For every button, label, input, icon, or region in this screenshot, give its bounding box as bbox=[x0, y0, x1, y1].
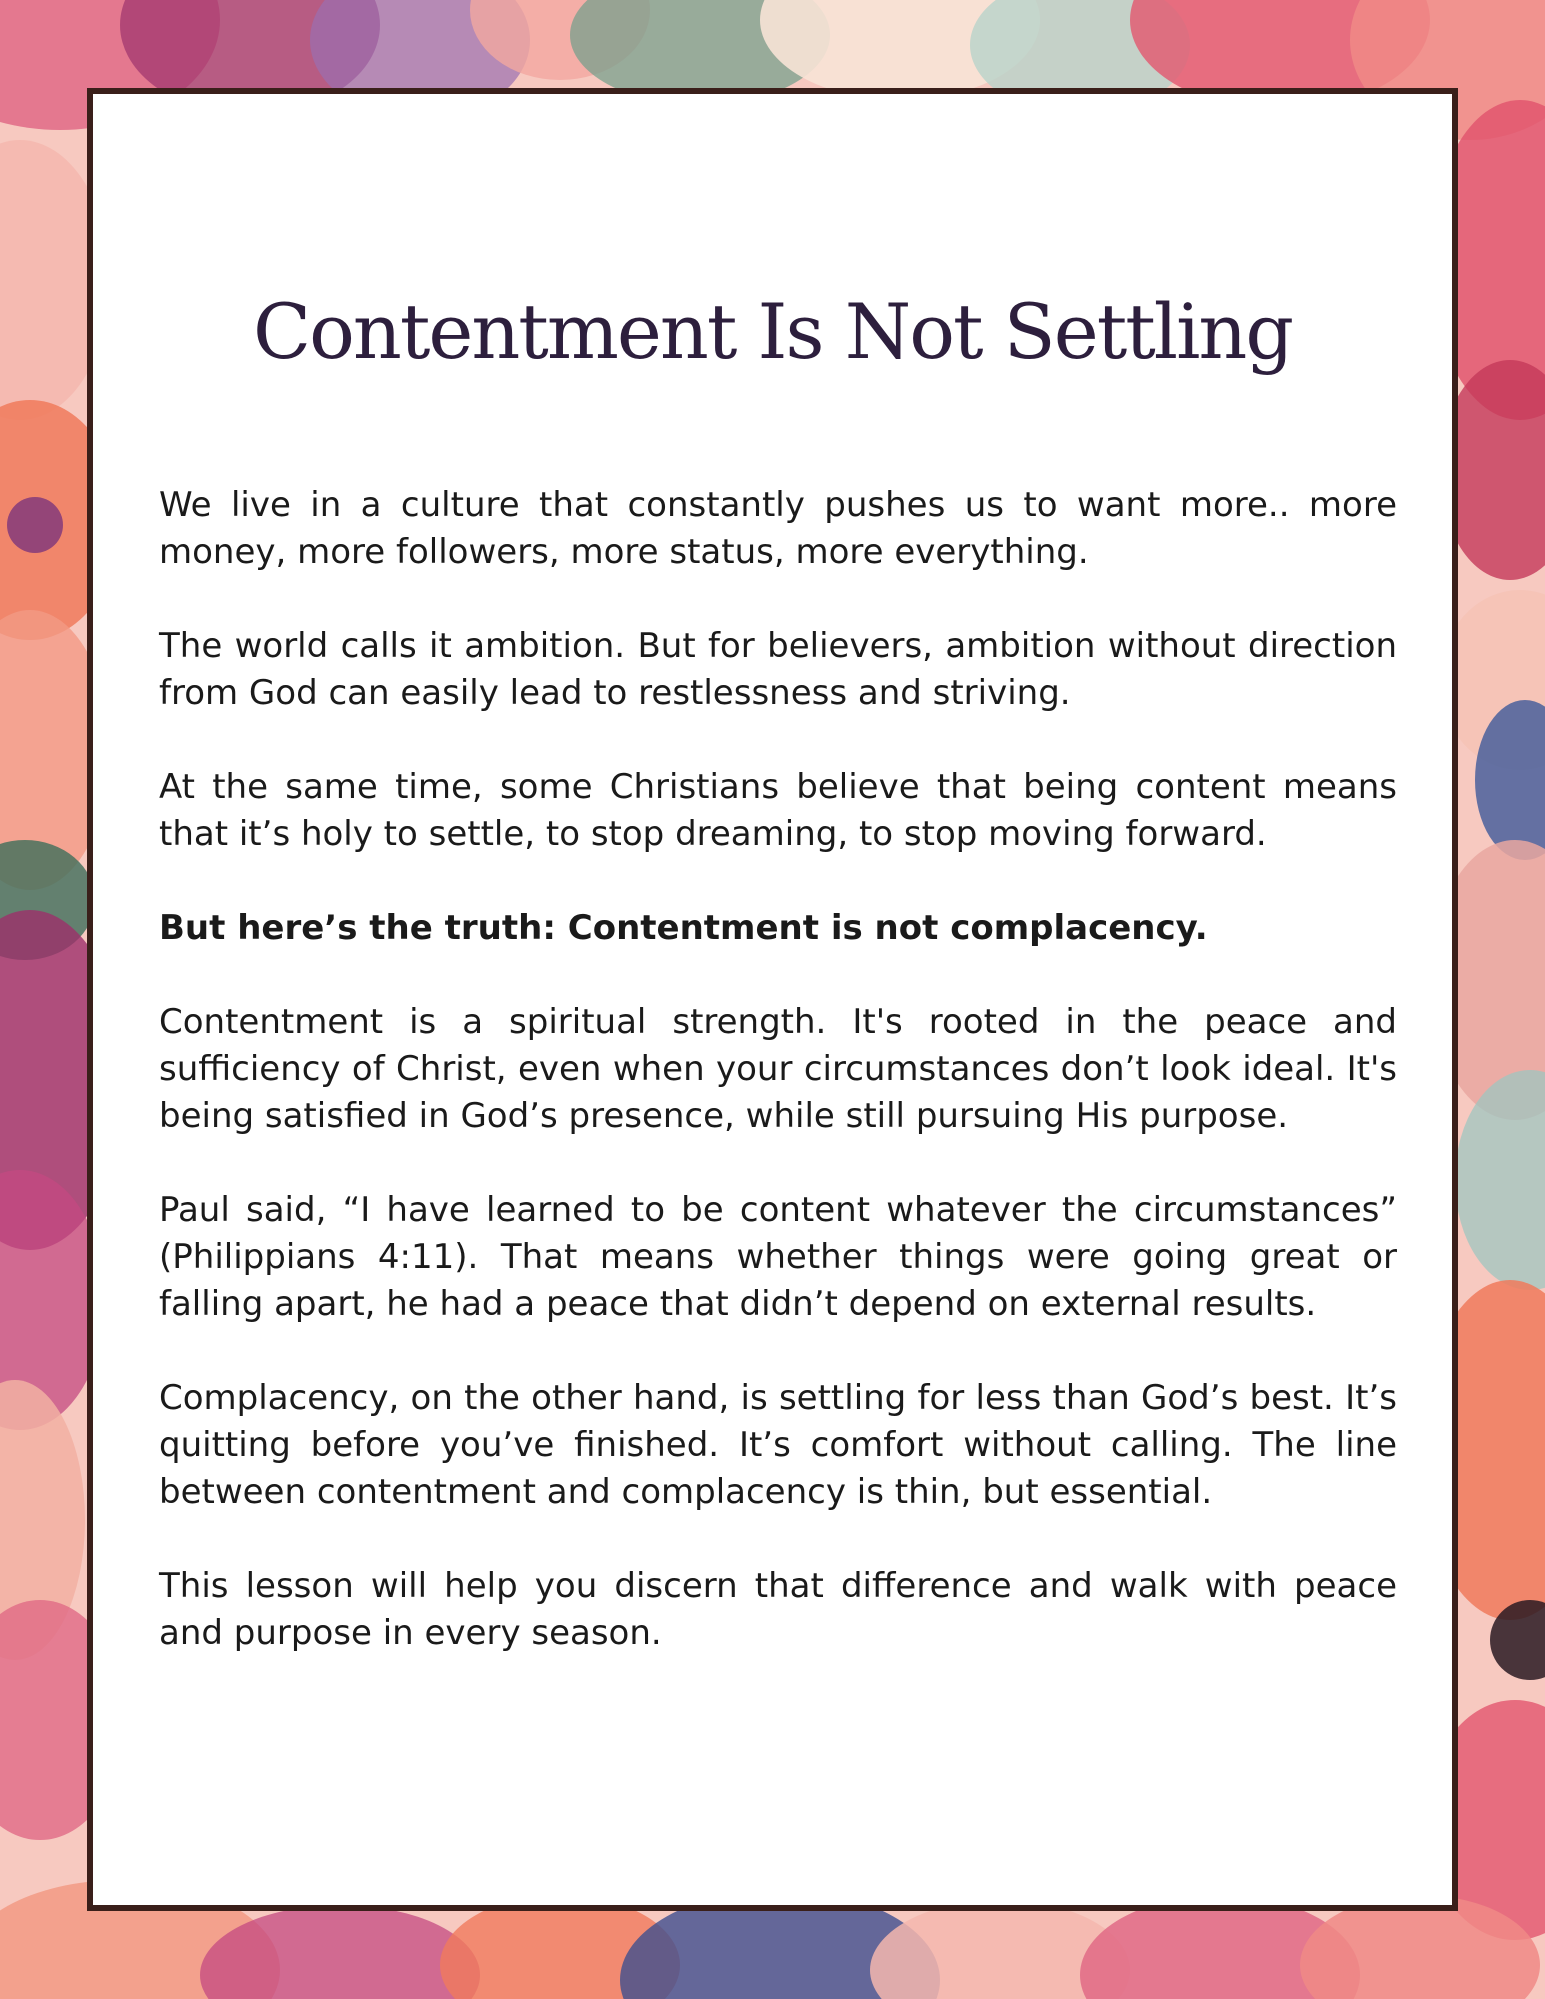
page-title: Contentment Is Not Settling bbox=[252, 287, 1293, 376]
document-card bbox=[87, 88, 1458, 1911]
paragraph: At the same time, some Christians believe that being content means that it’s holy to settle, to stop dreaming, to stop moving forward. bbox=[159, 767, 1397, 854]
document-body bbox=[159, 482, 1397, 1704]
paragraph: We live in a culture that constantly pushes us to want more.. more money, more followers, more status, more everything. bbox=[159, 485, 1397, 572]
paragraph: Contentment is a spiritual strength. It's rooted in the peace and sufficiency of Christ, even when your circumstances don’t look ideal. It's being satisfied in God’s presence, while still pursuing His purpose. bbox=[159, 1002, 1397, 1136]
paragraph: This lesson will help you discern that difference and walk with peace and purpose in every season. bbox=[159, 1566, 1397, 1653]
paragraph: Paul said, “I have learned to be content whatever the circumstances” (Philippians 4:11). That means whether things were going great or falling apart, he had a peace that didn’t depend on external results. bbox=[159, 1190, 1397, 1324]
paragraph: The world calls it ambition. But for believers, ambition without direction from God can easily lead to restlessness and striving. bbox=[159, 626, 1397, 713]
emphasis-statement: But here’s the truth: Contentment is not complacency. bbox=[159, 908, 1208, 948]
paragraph: Complacency, on the other hand, is settling for less than God’s best. It’s quitting before you’ve finished. It’s comfort without calling. The line between contentment and complacency is thin, but essential. bbox=[159, 1378, 1397, 1512]
